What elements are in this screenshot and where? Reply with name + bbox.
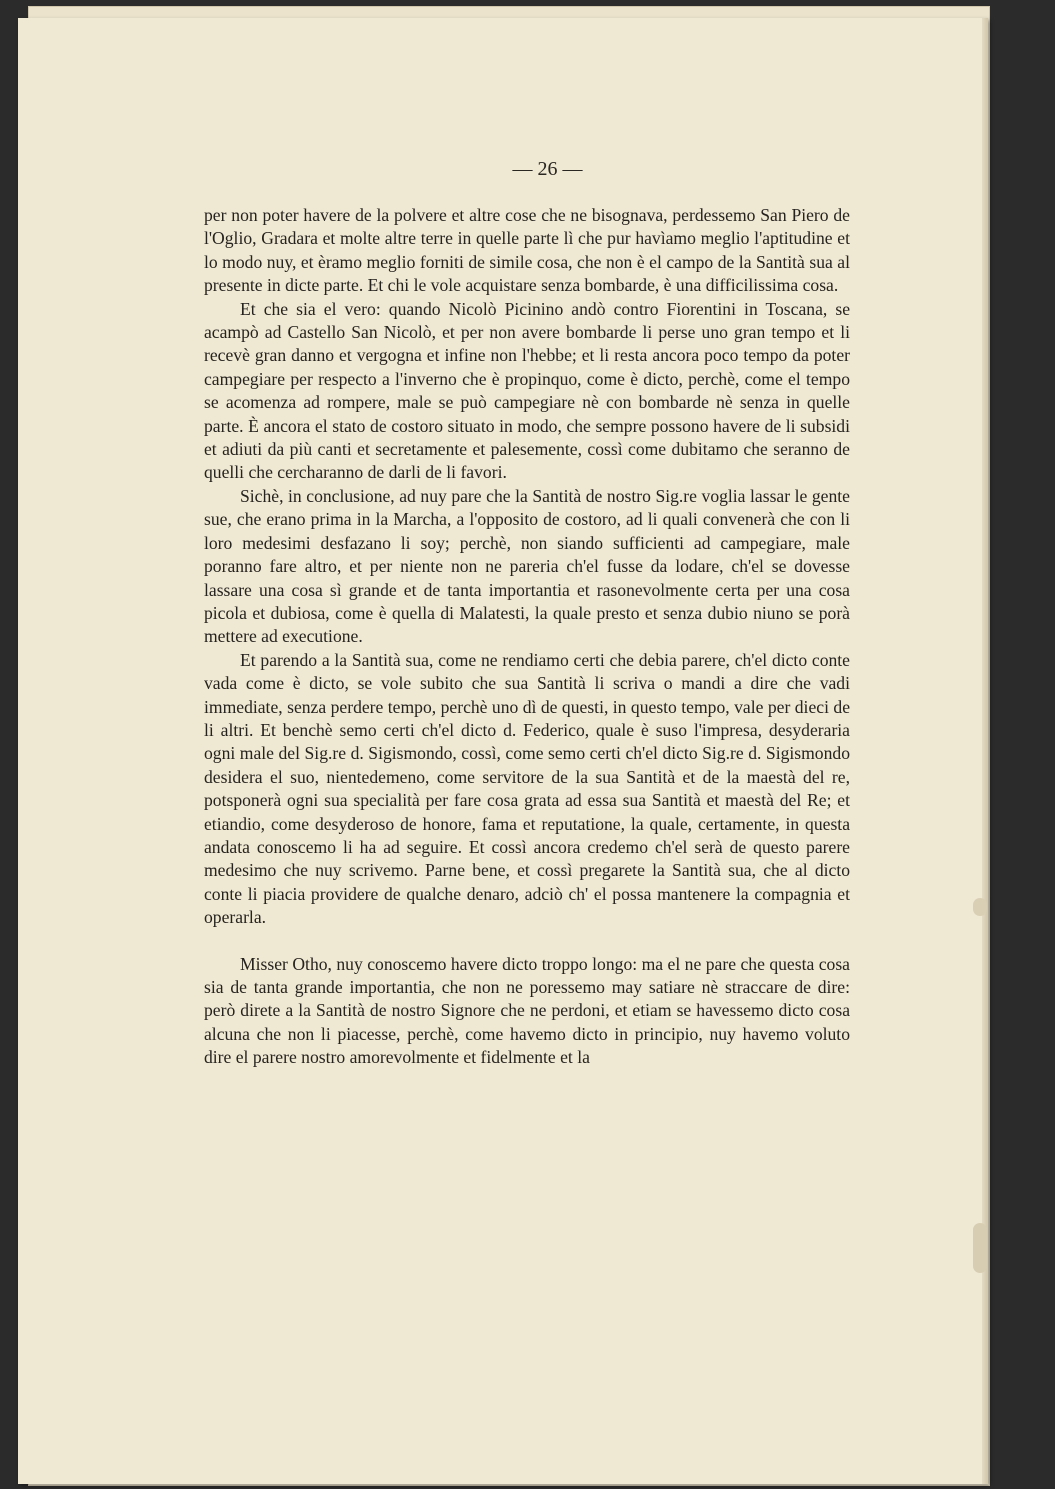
paper-stain (973, 1223, 987, 1273)
paragraph: Sichè, in conclusione, ad nuy pare che la Santità de nostro Sig.re voglia lassar le gente sue, che erano prima in la Marcha, a l'opposito de costoro, ad li quali convenerà che con li loro medesimi desfazano li soy; perchè, non siando sufficienti ad campegiare, male poranno fare altro, et per niente non ne pareria ch'el fusse da lodare, ch'el se dovesse lassare una cosa sì grande et de tanta importantia et rasonevolmente certa per una cosa picola et dubiosa, come è quella di Malatesti, la quale presto et senza dubio niuno se porà mettere ad executione. (204, 485, 850, 647)
paragraph: per non poter havere de la polvere et altre cose che ne bisognava, perdessemo San Piero de l'Oglio, Gradara et molte altre terre in quelle parte lì che pur havìamo meglio l'aptitudine et lo modo nuy, et èramo meglio forniti de simile cosa, che non è el campo de la Santità sua al presente in dicte parte. Et chi le vole acquistare senza bombarde, è una difficilissima cosa. (204, 205, 850, 296)
paragraph: Misser Otho, nuy conoscemo havere dicto troppo longo: ma el ne pare che questa cosa sia de tanta grande importantia, che non ne poressemo may satiare nè straccare de dire: però direte a la Santità de nostro Signore che ne perdoni, et etiam se havessemo dicto cosa alcuna che non li piacesse, perchè, come havemo dicto in principio, nuy havemo voluto dire el parere nostro amorevolmente et fidelmente et la (204, 953, 850, 1068)
paper-stain (973, 898, 987, 916)
paragraph: Et parendo a la Santità sua, come ne rendiamo certi che debia parere, ch'el dicto conte vada come è dicto, se vole subito che sua Santità li scriva o mandi a dire che vadi immediate, senza perdere tempo, perchè uno dì de questi, in questo tempo, vale per dieci de li altri. Et benchè semo certi ch'el dicto d. Federico, quale è suso l'impresa, desyderaria ogni male del Sig.re d. Sigismondo, cossì, come semo certi ch'el dicto Sig.re d. Sigismondo desidera el suo, nientedemeno, come servitore de la sua Santità et de la maestà del re, potsponerà ogni sua specialità per fare cosa grata ad essa sua Santità et maestà del Re; et etiandio, come desyderoso de honore, fama et reputatione, la quale, certamente, in questa andata conoscemo li ha ad seguire. Et cossì ancora credemo ch'el serà de questo parere medesimo che nuy scrivemo. Parne bene, et cossì pregarete la Santità sua, che al dicto conte li piacia providere de qualche denaro, adciò ch' el possa mantenere la compagnia et operarla. (204, 649, 850, 928)
page-number: — 26 — (512, 158, 583, 180)
paragraph: Et che sia el vero: quando Nicolò Picinino andò contro Fiorentini in Toscana, se acampò ad Castello San Nicolò, et per non avere bombarde li perse uno gran tempo et li recevè gran danno et vergogna et infine non l'hebbe; et li resta ancora poco tempo da poter campegiare per respecto a l'inverno che è propinquo, come è dicto, perchè, come el tempo se acomenza ad rompere, male se può campegiare nè con bombarde nè senza in quelle parte. È ancora el stato de costoro situato in modo, che sempre possono havere de li subsidi et adiuti da più canti et secretamente et palesemente, cossì come dubitamo che seranno de quelli che cercharanno de darli de li favori. (204, 298, 850, 483)
body-text (204, 204, 850, 1070)
